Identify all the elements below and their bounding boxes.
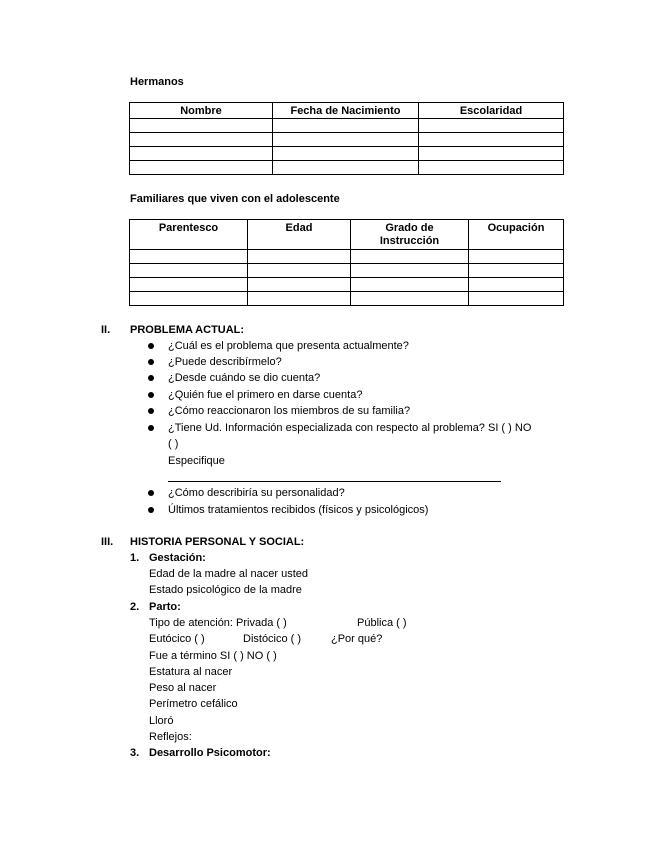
question-7: ¿Cómo describiría su personalidad? xyxy=(168,487,345,499)
por-que-label: ¿Por qué? xyxy=(331,633,383,645)
publica-label: Pública ( ) xyxy=(357,617,407,629)
header-parentesco: Parentesco xyxy=(130,220,248,250)
table-cell[interactable] xyxy=(469,250,564,264)
section-3-numeral: III. xyxy=(101,536,114,548)
parto-number: 2. xyxy=(130,601,140,613)
table-cell[interactable] xyxy=(130,147,273,161)
header-grado-instruccion xyxy=(351,220,469,250)
bullet-icon xyxy=(148,408,154,414)
table-cell[interactable] xyxy=(130,278,248,292)
bullet-icon xyxy=(148,507,154,513)
table-cell[interactable] xyxy=(469,278,564,292)
question-4: ¿Quién fue el primero en darse cuenta? xyxy=(168,389,363,401)
question-6-continuation: ( ) xyxy=(168,438,179,450)
estatura-label: Estatura al nacer xyxy=(149,666,233,678)
table-cell[interactable] xyxy=(273,119,419,133)
table-cell[interactable] xyxy=(130,250,248,264)
bullet-icon xyxy=(148,490,154,496)
table-row xyxy=(130,264,564,278)
table-cell[interactable] xyxy=(248,264,351,278)
table-cell[interactable] xyxy=(351,278,469,292)
peso-label: Peso al nacer xyxy=(149,682,217,694)
table-cell[interactable] xyxy=(351,292,469,306)
table-cell[interactable] xyxy=(248,250,351,264)
gestacion-number: 1. xyxy=(130,552,140,564)
table-cell[interactable] xyxy=(130,264,248,278)
table-cell[interactable] xyxy=(419,147,564,161)
lloro-label: Lloró xyxy=(149,715,174,727)
table-row xyxy=(130,278,564,292)
header-nombre: Nombre xyxy=(130,103,273,119)
parto-title: Parto: xyxy=(149,601,181,613)
bullet-icon xyxy=(148,343,154,349)
table-cell[interactable] xyxy=(273,161,419,175)
question-5: ¿Cómo reaccionaron los miembros de su familia? xyxy=(168,405,411,417)
table-row xyxy=(130,147,564,161)
question-8: Últimos tratamientos recibidos (físicos y psicológicos) xyxy=(168,504,429,516)
hermanos-table xyxy=(129,102,564,175)
header-edad: Edad xyxy=(248,220,351,250)
table-row xyxy=(130,133,564,147)
termino-label: Fue a término SI ( ) NO ( ) xyxy=(149,650,277,662)
bullet-icon xyxy=(148,392,154,398)
especifique-answer-line[interactable] xyxy=(168,481,501,482)
section-3-title: HISTORIA PERSONAL Y SOCIAL: xyxy=(130,536,305,548)
table-cell[interactable] xyxy=(130,119,273,133)
table-cell[interactable] xyxy=(351,250,469,264)
header-grado-line1: Grado de xyxy=(385,222,434,234)
table-cell[interactable] xyxy=(419,133,564,147)
header-grado-line2: Instrucción xyxy=(379,235,440,247)
especifique-label: Especifique xyxy=(168,455,225,467)
table-header-row xyxy=(130,103,564,119)
table-row xyxy=(130,119,564,133)
estado-psicologico-label: Estado psicológico de la madre xyxy=(149,584,302,596)
table-cell[interactable] xyxy=(130,292,248,306)
familiares-table xyxy=(129,219,564,306)
bullet-icon xyxy=(148,425,154,431)
table-cell[interactable] xyxy=(419,119,564,133)
distocico-label: Distócico ( ) xyxy=(243,633,302,645)
desarrollo-title: Desarrollo Psicomotor: xyxy=(149,747,271,759)
question-6: ¿Tiene Ud. Información especializada con respecto al problema? SI ( ) NO xyxy=(168,422,532,434)
table-row xyxy=(130,250,564,264)
table-row xyxy=(130,292,564,306)
gestacion-title: Gestación: xyxy=(149,552,206,564)
table-cell[interactable] xyxy=(469,264,564,278)
header-escolaridad: Escolaridad xyxy=(419,103,564,119)
table-cell[interactable] xyxy=(248,292,351,306)
table-cell[interactable] xyxy=(273,133,419,147)
desarrollo-number: 3. xyxy=(130,747,140,759)
eutocico-label: Eutócico ( ) xyxy=(149,633,205,645)
tipo-atencion-label: Tipo de atención: Privada ( ) xyxy=(149,617,287,629)
table-cell[interactable] xyxy=(130,133,273,147)
table-cell[interactable] xyxy=(273,147,419,161)
familiares-title: Familiares que viven con el adolescente xyxy=(130,193,340,205)
header-fecha-nacimiento: Fecha de Nacimiento xyxy=(273,103,419,119)
reflejos-label: Reflejos: xyxy=(149,731,192,743)
edad-madre-label: Edad de la madre al nacer usted xyxy=(149,568,308,580)
table-header-row xyxy=(130,220,564,250)
table-cell[interactable] xyxy=(469,292,564,306)
bullet-icon xyxy=(148,375,154,381)
header-ocupacion: Ocupación xyxy=(469,220,564,250)
question-1: ¿Cuál es el problema que presenta actualmente? xyxy=(168,340,409,352)
table-cell[interactable] xyxy=(248,278,351,292)
table-cell[interactable] xyxy=(130,161,273,175)
perimetro-label: Perímetro cefálico xyxy=(149,698,238,710)
question-3: ¿Desde cuándo se dio cuenta? xyxy=(168,372,321,384)
table-cell[interactable] xyxy=(351,264,469,278)
table-cell[interactable] xyxy=(419,161,564,175)
question-2: ¿Puede describírmelo? xyxy=(168,356,282,368)
section-2-title: PROBLEMA ACTUAL: xyxy=(130,324,245,336)
hermanos-title: Hermanos xyxy=(130,76,184,88)
bullet-icon xyxy=(148,359,154,365)
table-row xyxy=(130,161,564,175)
section-2-numeral: II. xyxy=(101,324,111,336)
